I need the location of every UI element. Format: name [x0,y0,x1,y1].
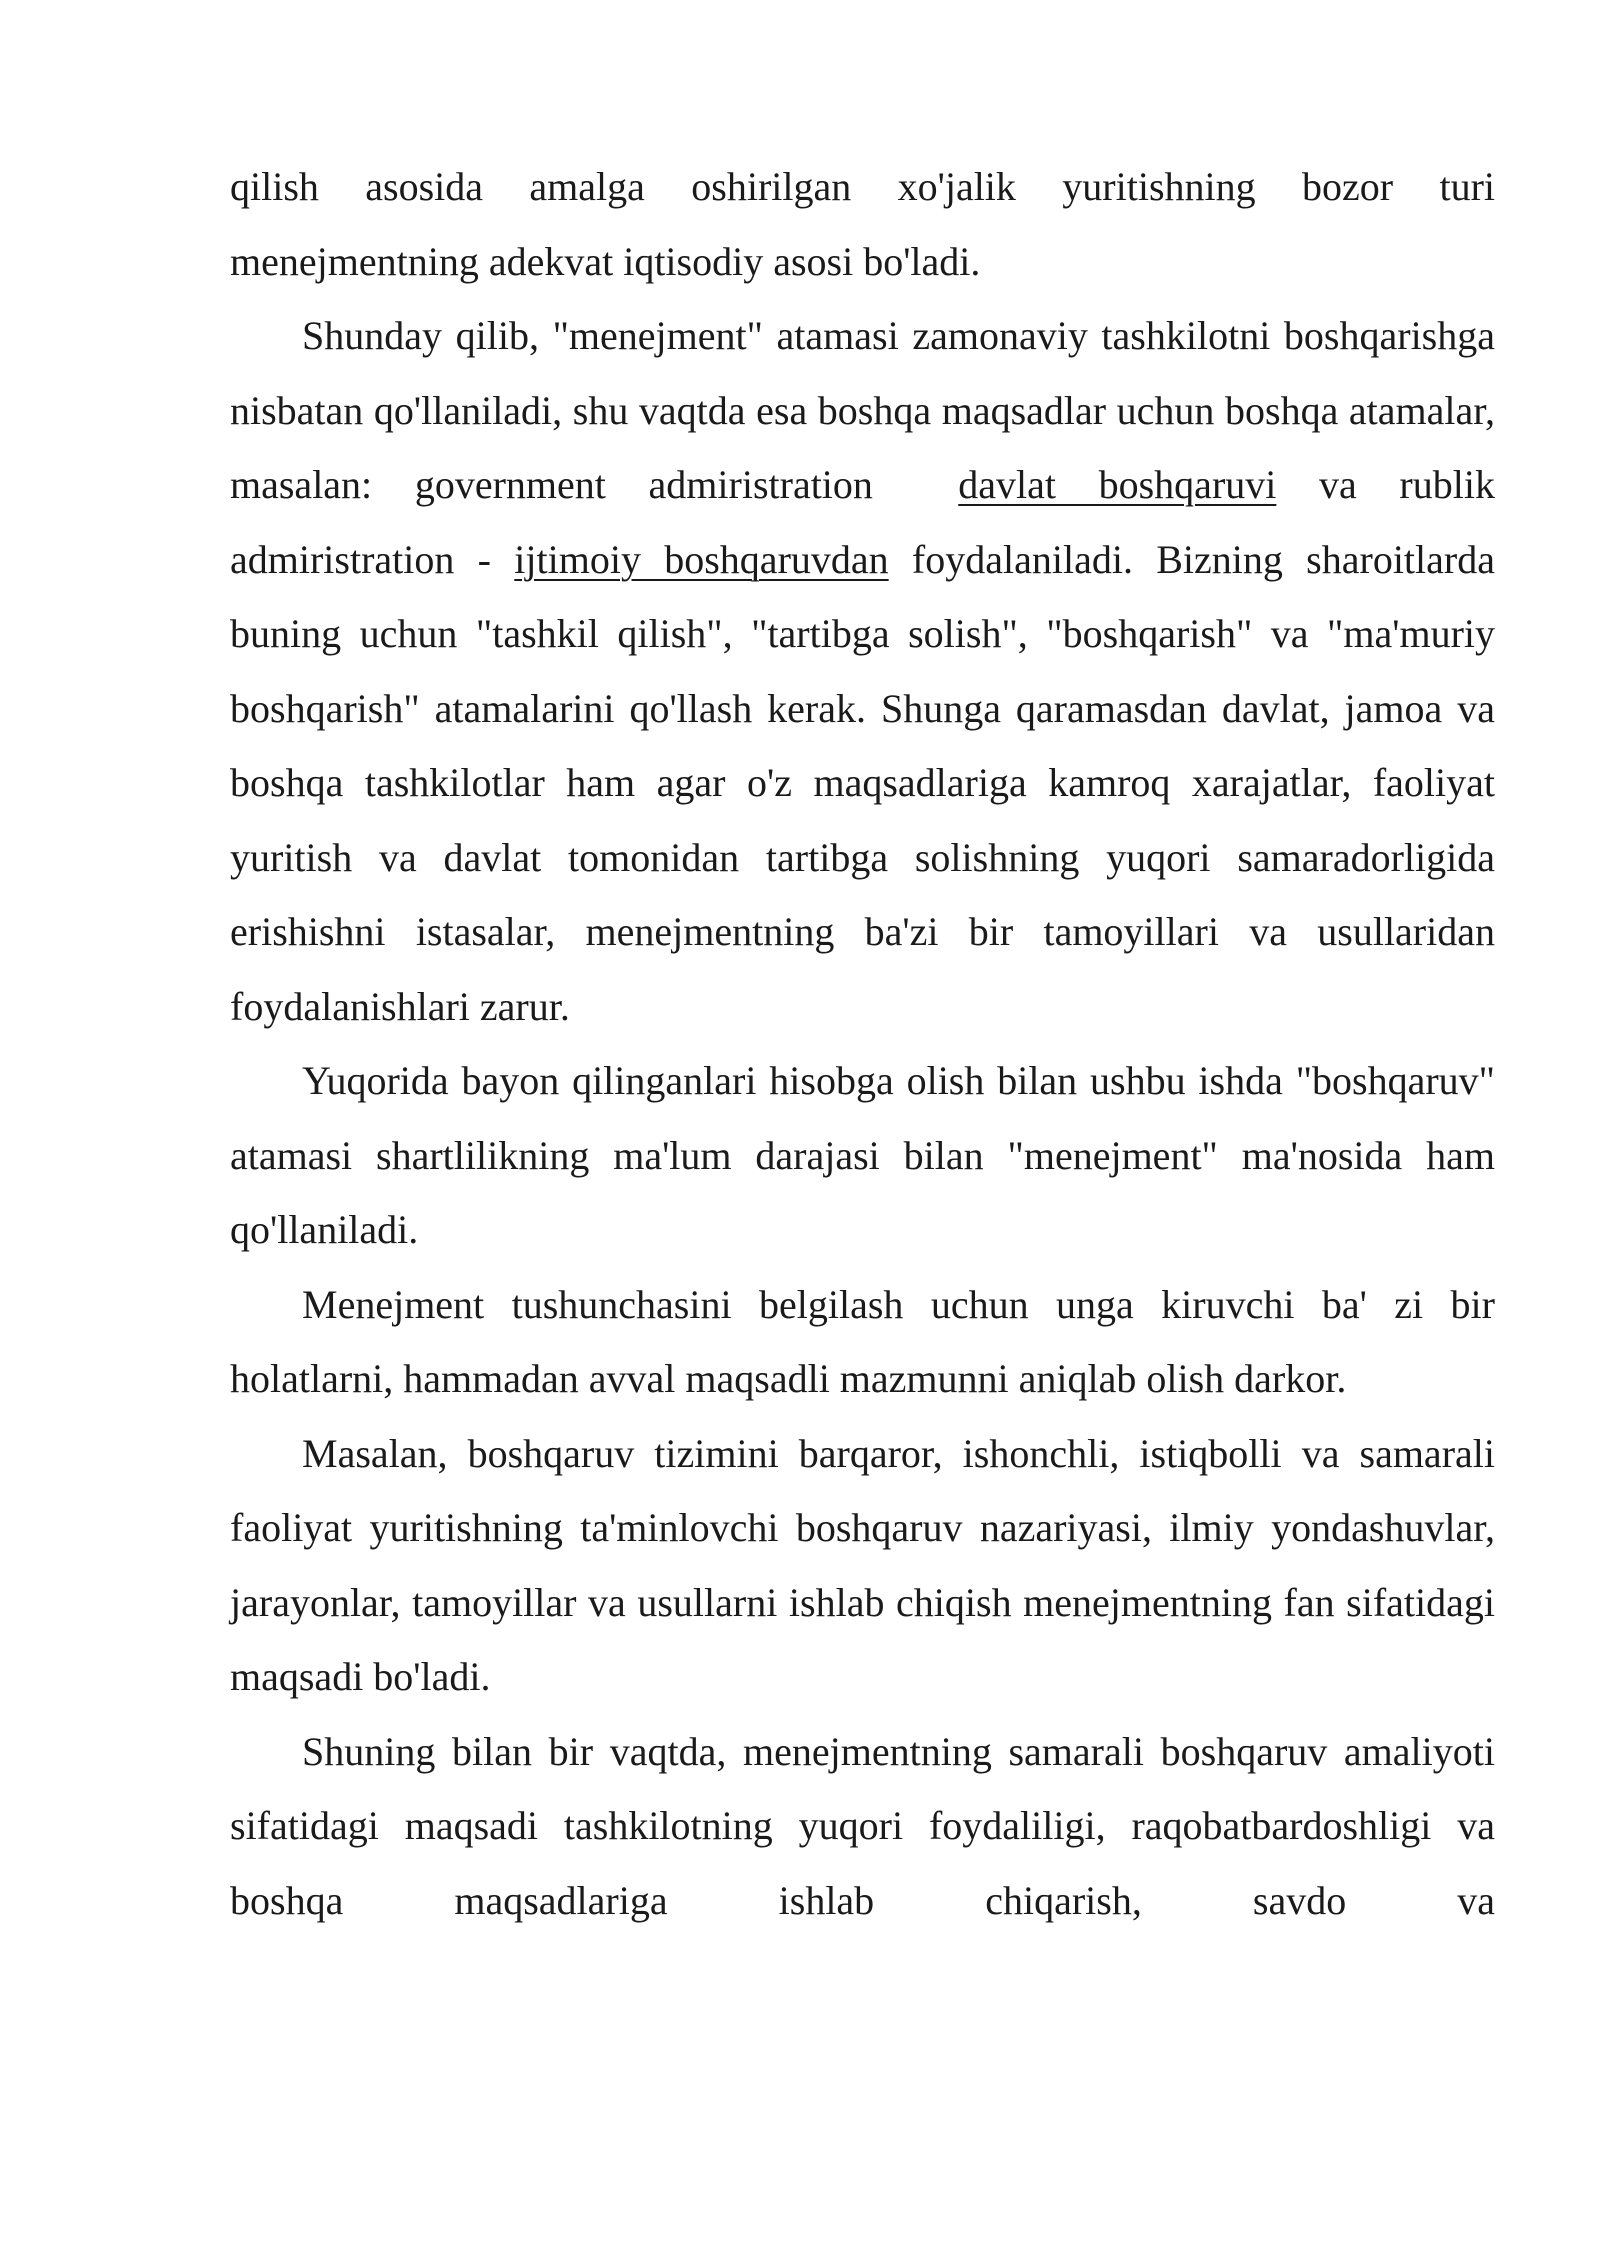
paragraph-6 [230,1715,1495,1939]
paragraph-2-text-b: va rublik admiristration - [230,462,1495,582]
paragraph-4-text: Menejment tushunchasini belgilash uchun unga kiruvchi ba' zi bir holatlarni, hammadan avval maqsadli mazmunni aniqlab olish darkor. [230,1281,1495,1401]
paragraph-5-text: Masalan, boshqaruv tizimini barqaror, ishonchli, istiqbolli va samarali faoliyat yuritishning ta'minlovchi boshqaruv nazariyasi, ilmiy yondashuvlar, jarayonlar, tamoyillar va usullarni ishlab chiqish menejmentning fan sifatidagi maqsadi bo'ladi. [230,1430,1495,1699]
underlined-term-davlat-boshqaruvi: davlat boshqaruvi [958,462,1277,507]
underlined-term-ijtimoiy-boshqaruvdan: ijtimoiy boshqaruvdan [514,536,889,582]
document-page [230,150,1495,1938]
paragraph-2-text-a: Shunday qilib, "menejment" atamasi zamonaviy tashkilotni boshqarishga nisbatan qo'llaniladi, shu vaqtda esa boshqa maqsadlar uchun boshqa atamalar, masalan: government admiristration [230,313,1495,507]
paragraph-3-text: Yuqorida bayon qilinganlari hisobga olish bilan ushbu ishda "boshqaruv" atamasi shartlilikning ma'lum darajasi bilan "menejment" ma'nosida ham qo'llaniladi. [230,1058,1495,1252]
paragraph-3 [230,1044,1495,1268]
paragraph-4 [230,1268,1495,1417]
paragraph-2 [230,299,1495,1044]
paragraph-6-text: Shuning bilan bir vaqtda, menejmentning samarali boshqaruv amaliyoti sifatidagi maqsadi tashkilotning yuqori foydaliligi, raqobatbardoshligi va boshqa maqsadlariga ishlab chiqarish, savdo va [230,1728,1495,1923]
paragraph-2-text-c: foydalaniladi. Bizning sharoitlarda buning uchun "tashkil qilish", "tartibga solish", "boshqarish" va "ma'muriy boshqarish" atamalarini qo'llash kerak. Shunga qaramasdan davlat, jamoa va boshqa tashkilotlar ham agar o'z maqsadlariga kamroq xarajatlar, faoliyat yuritish va davlat tomonidan tartibga solishning yuqori samaradorligida erishishni istasalar, menejmentning ba'zi bir tamoyillari va usullaridan foydalanishlari zarur. [230,536,1495,1029]
paragraph-1-text: qilish asosida amalga oshirilgan xo'jalik yuritishning bozor turi menejmentning adekvat iqtisodiy asosi bo'ladi. [230,164,1495,284]
paragraph-5 [230,1417,1495,1715]
paragraph-1 [230,150,1495,299]
